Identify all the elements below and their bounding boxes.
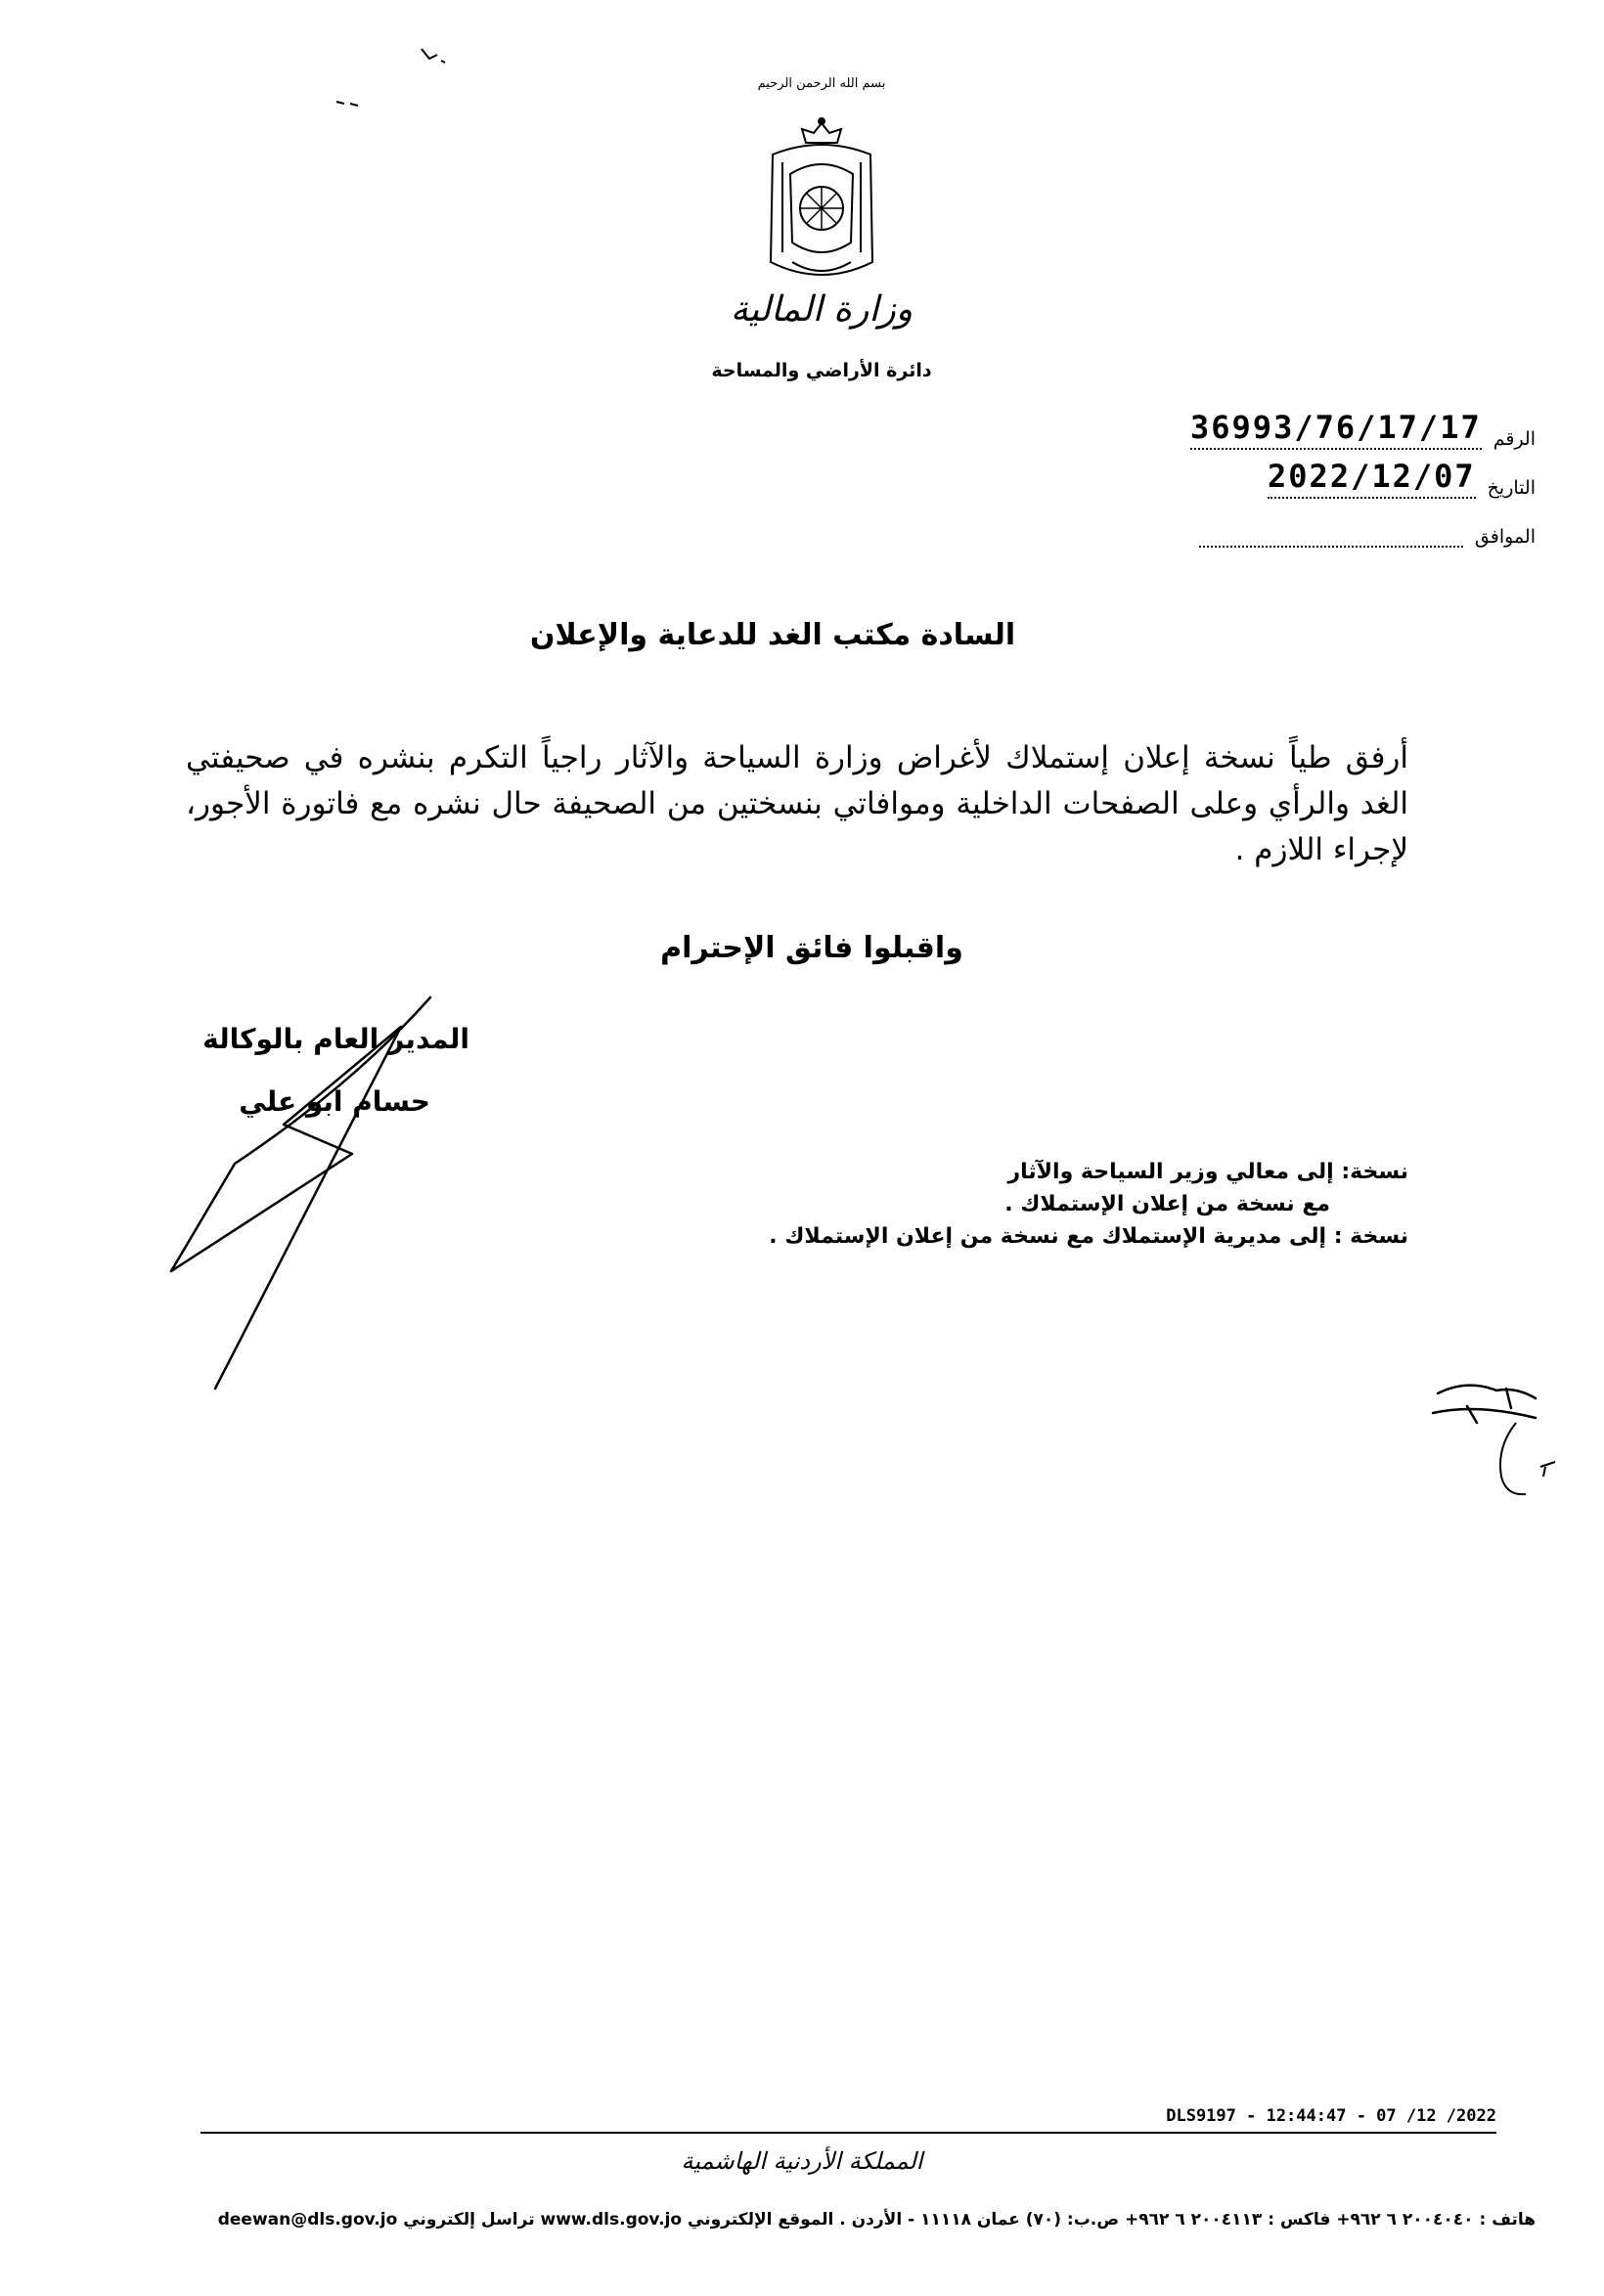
letter-recipient: السادة مكتب الغد للدعاية والإعلان <box>529 618 1016 652</box>
copies-block <box>704 1156 1408 1253</box>
ministry-name: وزارة المالية <box>730 289 913 330</box>
copy-line-2: مع نسخة من إعلان الإستملاك . <box>1004 1192 1330 1216</box>
reference-number-label: الرقم <box>1493 428 1536 450</box>
handwritten-initials <box>1408 1369 1565 1516</box>
footer-divider <box>200 2132 1496 2134</box>
stray-mark <box>333 94 372 113</box>
reference-number-row <box>1047 411 1536 450</box>
footer-kingdom-name: المملكة الأردنية الهاشمية <box>681 2147 923 2175</box>
reference-hijri-label: الموافق <box>1474 526 1536 548</box>
copy-line-1: نسخة: إلى معالي وزير السياحة والآثار <box>1007 1160 1408 1184</box>
reference-date-value: 2022/12/07 <box>1268 458 1476 499</box>
signatory-title: المدير العام بالوكالة <box>202 1023 469 1055</box>
signatory-name: حسام ابو علي <box>239 1085 430 1118</box>
basmala-text: بسم الله الرحمن الرحيم <box>757 76 886 91</box>
reference-date-row <box>1047 460 1536 499</box>
handwritten-signature <box>156 988 479 1398</box>
department-name: دائرة الأراضي والمساحة <box>711 360 932 381</box>
letter-closing: واقبلوا فائق الإحترام <box>660 931 963 965</box>
coat-of-arms-emblem <box>753 115 890 287</box>
reference-date-label: التاريخ <box>1487 477 1536 499</box>
print-stamp: DLS9197 - 12:44:47 - 07 /12 /2022 <box>1166 2106 1496 2126</box>
letter-body: أرفق طياً نسخة إعلان إستملاك لأغراض وزارة السياحة والآثار راجياً التكرم بنشره في صحيفتي الغد والرأي وعلى الصفحات الداخلية وموافاتي بنسختين من الصحيفة حال نشره مع فاتورة الأجور، لإجراء اللازم . <box>186 740 1408 867</box>
reference-number-value: 36993/76/17/17 <box>1190 409 1482 450</box>
footer-contact-info: هاتف : ٢٠٠٤٠٤٠ ٦ ٩٦٢+ فاكس : ٢٠٠٤١١٣ ٦ ٩٦٢+ ص.ب: (٧٠) عمان ١١١١٨ - الأردن . الموقع الإلكتروني www.dls.gov.jo تراسل إلكتروني deewan@dls.gov.jo <box>217 2210 1536 2230</box>
reference-hijri-row <box>1047 508 1536 548</box>
reference-hijri-blank <box>1199 526 1463 548</box>
stray-mark <box>416 39 455 78</box>
copy-line-3: نسخة : إلى مديرية الإستملاك مع نسخة من إعلان الإستملاك . <box>769 1224 1408 1249</box>
